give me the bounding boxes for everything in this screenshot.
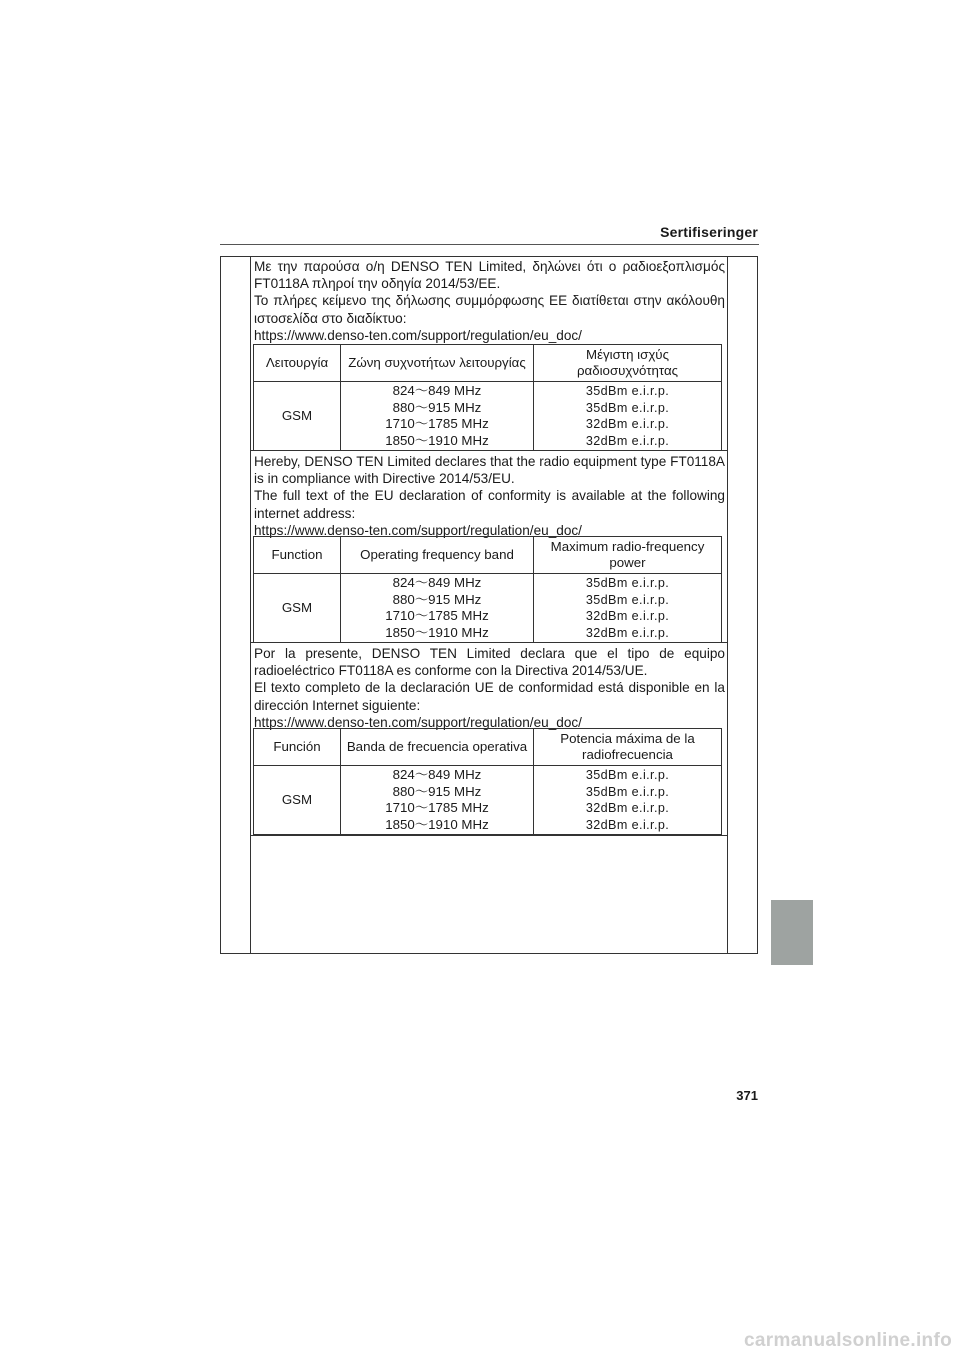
table-row <box>254 766 722 835</box>
table-header-row <box>254 537 722 574</box>
power-value: 35dBm e.i.r.p. <box>585 400 670 415</box>
frequency-cell <box>341 766 534 835</box>
frequency-value: 1710～1785 MHz <box>385 800 489 815</box>
frequency-cell <box>341 382 534 451</box>
section-divider <box>250 642 728 643</box>
power-value: 32dBm e.i.r.p. <box>585 817 670 832</box>
english-spec-table <box>253 536 722 643</box>
power-cell <box>534 766 722 835</box>
header-function: Λειτουργία <box>254 345 341 382</box>
greek-spec-table <box>253 344 722 451</box>
frequency-value: 1850～1910 MHz <box>385 624 489 640</box>
power-value: 32dBm e.i.r.p. <box>585 609 670 623</box>
header-frequency-band: Ζώνη συχνοτήτων λειτουργίας <box>341 345 534 382</box>
frequency-value: 824～849 MHz <box>392 575 482 590</box>
power-value: 35dBm e.i.r.p. <box>585 768 670 782</box>
watermark: carmanualsonline.info <box>744 1330 952 1351</box>
header-function: Function <box>254 537 341 574</box>
power-value: 35dBm e.i.r.p. <box>585 384 670 398</box>
spanish-declaration <box>254 645 725 731</box>
header-function: Función <box>254 729 341 766</box>
declaration-url: https://www.denso-ten.com/support/regulation/eu_doc/ <box>254 522 582 538</box>
table-row <box>254 574 722 643</box>
frequency-value: 1710～1785 MHz <box>385 608 489 623</box>
declaration-url: https://www.denso-ten.com/support/regulation/eu_doc/ <box>254 327 582 343</box>
frequency-cell <box>341 574 534 643</box>
frequency-value: 880～915 MHz <box>392 783 482 799</box>
power-value: 32dBm e.i.r.p. <box>585 433 670 448</box>
section-title: Sertifiseringer <box>660 224 758 240</box>
power-value: 32dBm e.i.r.p. <box>585 801 670 815</box>
function-cell: GSM <box>254 574 341 643</box>
table-row <box>254 382 722 451</box>
frequency-value: 880～915 MHz <box>392 591 482 607</box>
header-max-power: Potencia máxima de la radiofrecuencia <box>534 729 722 766</box>
power-value: 35dBm e.i.r.p. <box>585 784 670 799</box>
header-max-power: Maximum radio-frequency power <box>534 537 722 574</box>
declaration-availability-paragraph: El texto completo de la declaración UE de conformidad está disponible en la dirección Internet siguiente: <box>254 680 725 713</box>
greek-declaration <box>254 258 725 344</box>
power-value: 32dBm e.i.r.p. <box>585 625 670 640</box>
english-declaration <box>254 453 725 539</box>
declaration-availability-paragraph: Το πλήρες κείμενο της δήλωσης συμμόρφωσης ΕΕ διατίθεται στην ακόλουθη ιστοσελίδα στο διαδίκτυο: <box>254 293 725 326</box>
section-divider <box>250 450 728 451</box>
declaration-url: https://www.denso-ten.com/support/regulation/eu_doc/ <box>254 714 582 730</box>
function-cell: GSM <box>254 766 341 835</box>
frequency-value: 824～849 MHz <box>392 383 482 398</box>
declaration-paragraph: Με την παρούσα ο/η DENSO TEN Limited, δηλώνει ότι ο ραδιοεξοπλισμός FT0118A πληροί την οδηγία 2014/53/ΕΕ. <box>254 259 725 292</box>
table-header-row <box>254 345 722 382</box>
function-cell: GSM <box>254 382 341 451</box>
power-cell <box>534 574 722 643</box>
section-divider <box>250 835 728 836</box>
frequency-value: 880～915 MHz <box>392 399 482 415</box>
frequency-value: 1850～1910 MHz <box>385 816 489 832</box>
power-value: 32dBm e.i.r.p. <box>585 417 670 431</box>
header-max-power: Μέγιστη ισχύς ραδιοσυχνότητας <box>534 345 722 382</box>
chapter-tab <box>771 900 813 965</box>
header-frequency-band: Banda de frecuencia operativa <box>341 729 534 766</box>
declaration-paragraph: Por la presente, DENSO TEN Limited declara que el tipo de equipo radioeléctrico FT0118A es conforme con la Directiva 2014/53/UE. <box>254 646 725 679</box>
header-divider <box>220 244 759 245</box>
declaration-paragraph: Hereby, DENSO TEN Limited declares that the radio equipment type FT0118A is in compliance with Directive 2014/53/EU. <box>254 454 725 487</box>
table-header-row <box>254 729 722 766</box>
page-number: 371 <box>736 1088 758 1103</box>
declaration-availability-paragraph: The full text of the EU declaration of conformity is available at the following internet address: <box>254 488 725 521</box>
power-cell <box>534 382 722 451</box>
power-value: 35dBm e.i.r.p. <box>585 592 670 607</box>
spanish-spec-table <box>253 728 722 835</box>
frequency-value: 1850～1910 MHz <box>385 432 489 448</box>
power-value: 35dBm e.i.r.p. <box>585 576 670 590</box>
header-frequency-band: Operating frequency band <box>341 537 534 574</box>
frequency-value: 1710～1785 MHz <box>385 416 489 431</box>
frequency-value: 824～849 MHz <box>392 767 482 782</box>
